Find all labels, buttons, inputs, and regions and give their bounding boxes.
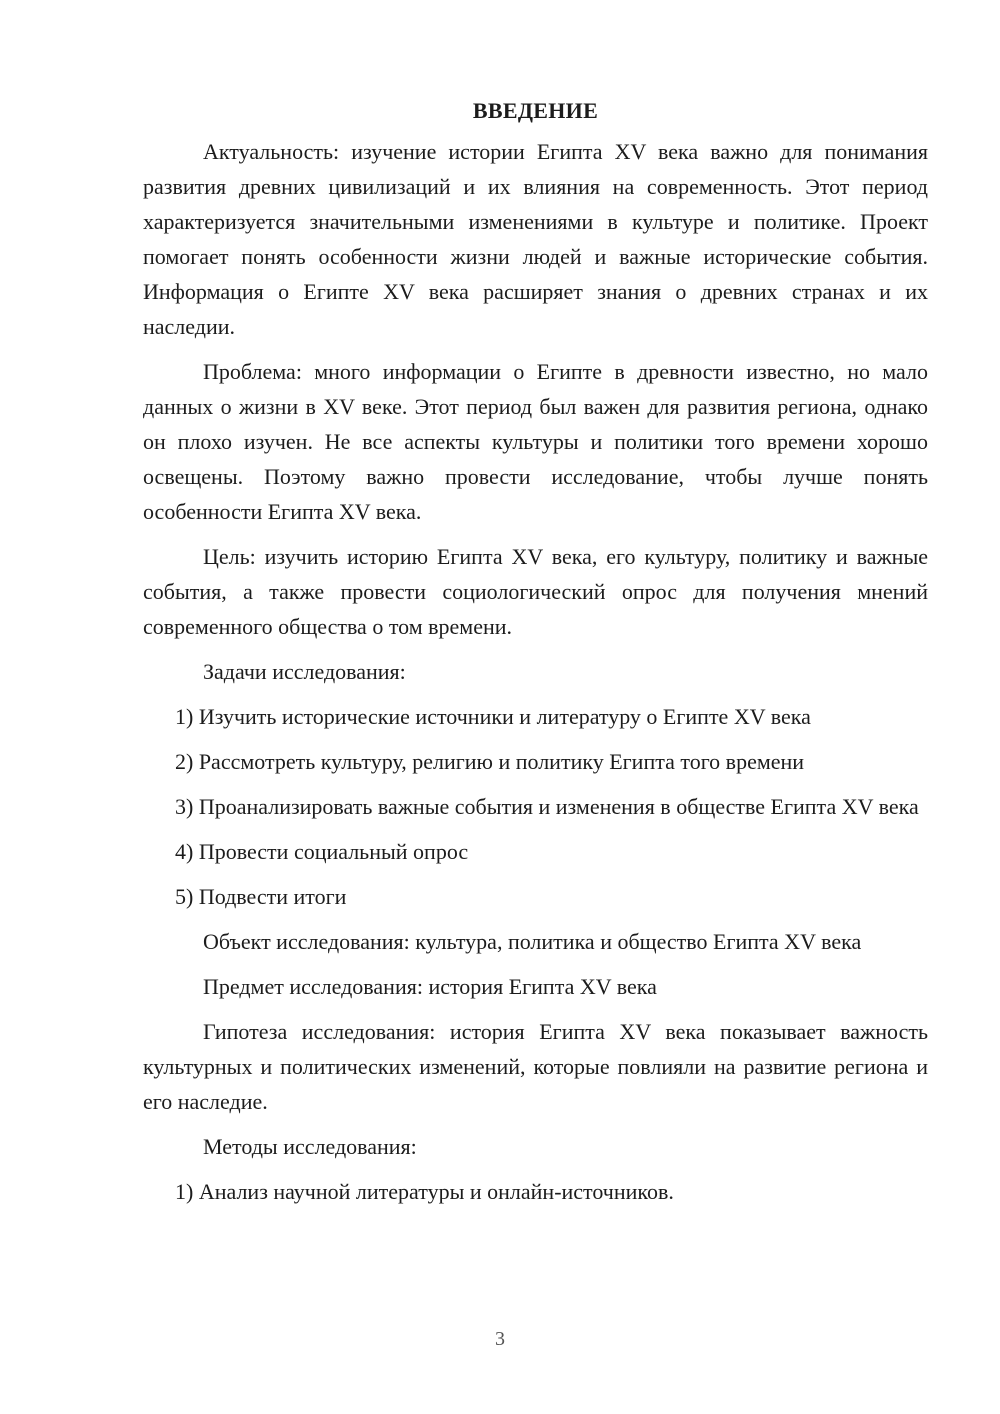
task-item-2: 2) Рассмотреть культуру, религию и политику Египта того времени bbox=[175, 749, 805, 774]
hypothesis-paragraph: Гипотеза исследования: история Египта XV века показывает важность культурных и политических изменений, которые повлияли на развитие региона и его наследие. bbox=[143, 1019, 928, 1114]
method-item-1: 1) Анализ научной литературы и онлайн-источников. bbox=[175, 1179, 674, 1204]
problem-paragraph: Проблема: много информации о Египте в древности известно, но мало данных о жизни в XV веке. Этот период был важен для развития региона, однако он плохо изучен. Не все аспекты культуры и политики того времени хорошо освещены. Поэтому важно провести исследование, чтобы лучше понять особенности Египта XV века. bbox=[143, 359, 928, 524]
task-item-3: 3) Проанализировать важные события и изменения в обществе Египта XV века bbox=[175, 794, 919, 819]
tasks-heading: Задачи исследования: bbox=[203, 659, 406, 684]
object-paragraph: Объект исследования: культура, политика и общество Египта XV века bbox=[203, 929, 862, 954]
methods-heading: Методы исследования: bbox=[203, 1134, 417, 1159]
goal-paragraph: Цель: изучить историю Египта XV века, его культуру, политику и важные события, а также провести социологический опрос для получения мнений современного общества о том времени. bbox=[143, 544, 928, 639]
task-item-1: 1) Изучить исторические источники и литературу о Египте XV века bbox=[175, 704, 811, 729]
document-page bbox=[143, 94, 928, 1219]
task-item-5: 5) Подвести итоги bbox=[175, 884, 347, 909]
subject-paragraph: Предмет исследования: история Египта XV века bbox=[203, 974, 657, 999]
section-title: ВВЕДЕНИЕ bbox=[472, 98, 599, 123]
page-number: 3 bbox=[495, 1328, 505, 1350]
task-item-4: 4) Провести социальный опрос bbox=[175, 839, 469, 864]
relevance-paragraph: Актуальность: изучение истории Египта XV века важно для понимания развития древних цивилизаций и их влияния на современность. Этот период характеризуется значительными изменениями в культуре и политике. Проект помогает понять особенности жизни людей и важные исторические события. Информация о Египте XV века расширяет знания о древних странах и их наследии. bbox=[143, 139, 928, 339]
